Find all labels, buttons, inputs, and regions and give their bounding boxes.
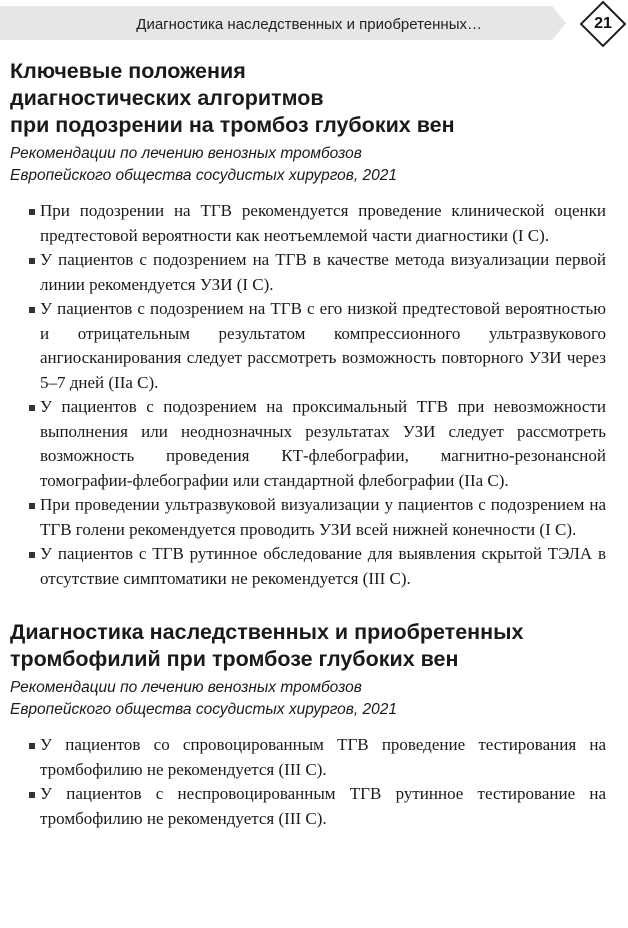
recommendation-item: У пациентов с подозрением на ТГВ с его низкой предтестовой вероятностью и отрицательным результатом компрессионного ультразвукового ангиосканирования следует рассмотреть возможность повторного УЗИ через 5–7 дней (IIa C). xyxy=(10,297,606,395)
recommendation-item: У пациентов с неспровоцированным ТГВ рутинное тестирование на тромбофилию не рекомендуется (III C). xyxy=(10,782,606,831)
section-title-line: диагностических алгоритмов xyxy=(10,86,324,110)
section-title xyxy=(10,619,606,673)
section-subtitle xyxy=(10,143,606,187)
recommendation-item: У пациентов с подозрением на проксимальный ТГВ при невозможности выполнения или неоднозначных результатах УЗИ следует рассмотреть возможность проведения КТ-флебографии, магнитно-резонансной томографии-флебографии или стандартной флебографии (IIa C). xyxy=(10,395,606,493)
section-subtitle-line: Европейского общества сосудистых хирургов, 2021 xyxy=(10,167,397,184)
section-title-line: Диагностика наследственных и приобретенных xyxy=(10,620,524,644)
recommendation-item: При проведении ультразвуковой визуализации у пациентов с подозрением на ТГВ голени рекомендуется проводить УЗИ всей нижней конечности (I C). xyxy=(10,493,606,542)
recommendation-item: При подозрении на ТГВ рекомендуется проведение клинической оценки предтестовой вероятности как неотъемлемой части диагностики (I C). xyxy=(10,199,606,248)
recommendation-item: У пациентов с подозрением на ТГВ в качестве метода визуализации первой линии рекомендуется УЗИ (I C). xyxy=(10,248,606,297)
section-subtitle-line: Европейского общества сосудистых хирургов, 2021 xyxy=(10,701,397,718)
section-dvt-diagnostics xyxy=(10,58,606,591)
recommendation-list xyxy=(10,199,606,591)
section-subtitle-line: Рекомендации по лечению венозных тромбозов xyxy=(10,679,362,696)
section-thrombophilia-diagnostics xyxy=(10,619,606,831)
section-title-line: тромбофилий при тромбозе глубоких вен xyxy=(10,647,459,671)
page-content xyxy=(10,58,606,831)
running-title: Диагностика наследственных и приобретенных… xyxy=(136,16,482,33)
section-subtitle xyxy=(10,677,606,721)
page-number-badge xyxy=(579,0,627,48)
page-number: 21 xyxy=(594,15,612,32)
recommendation-list xyxy=(10,733,606,831)
section-title xyxy=(10,58,606,139)
recommendation-item: У пациентов с ТГВ рутинное обследование для выявления скрытой ТЭЛА в отсутствие симптоматики не рекомендуется (III C). xyxy=(10,542,606,591)
section-title-line: Ключевые положения xyxy=(10,59,246,83)
section-title-line: при подозрении на тромбоз глубоких вен xyxy=(10,113,455,137)
recommendation-item: У пациентов со спровоцированным ТГВ проведение тестирования на тромбофилию не рекомендуется (III C). xyxy=(10,733,606,782)
running-header xyxy=(0,6,560,40)
section-subtitle-line: Рекомендации по лечению венозных тромбозов xyxy=(10,145,362,162)
